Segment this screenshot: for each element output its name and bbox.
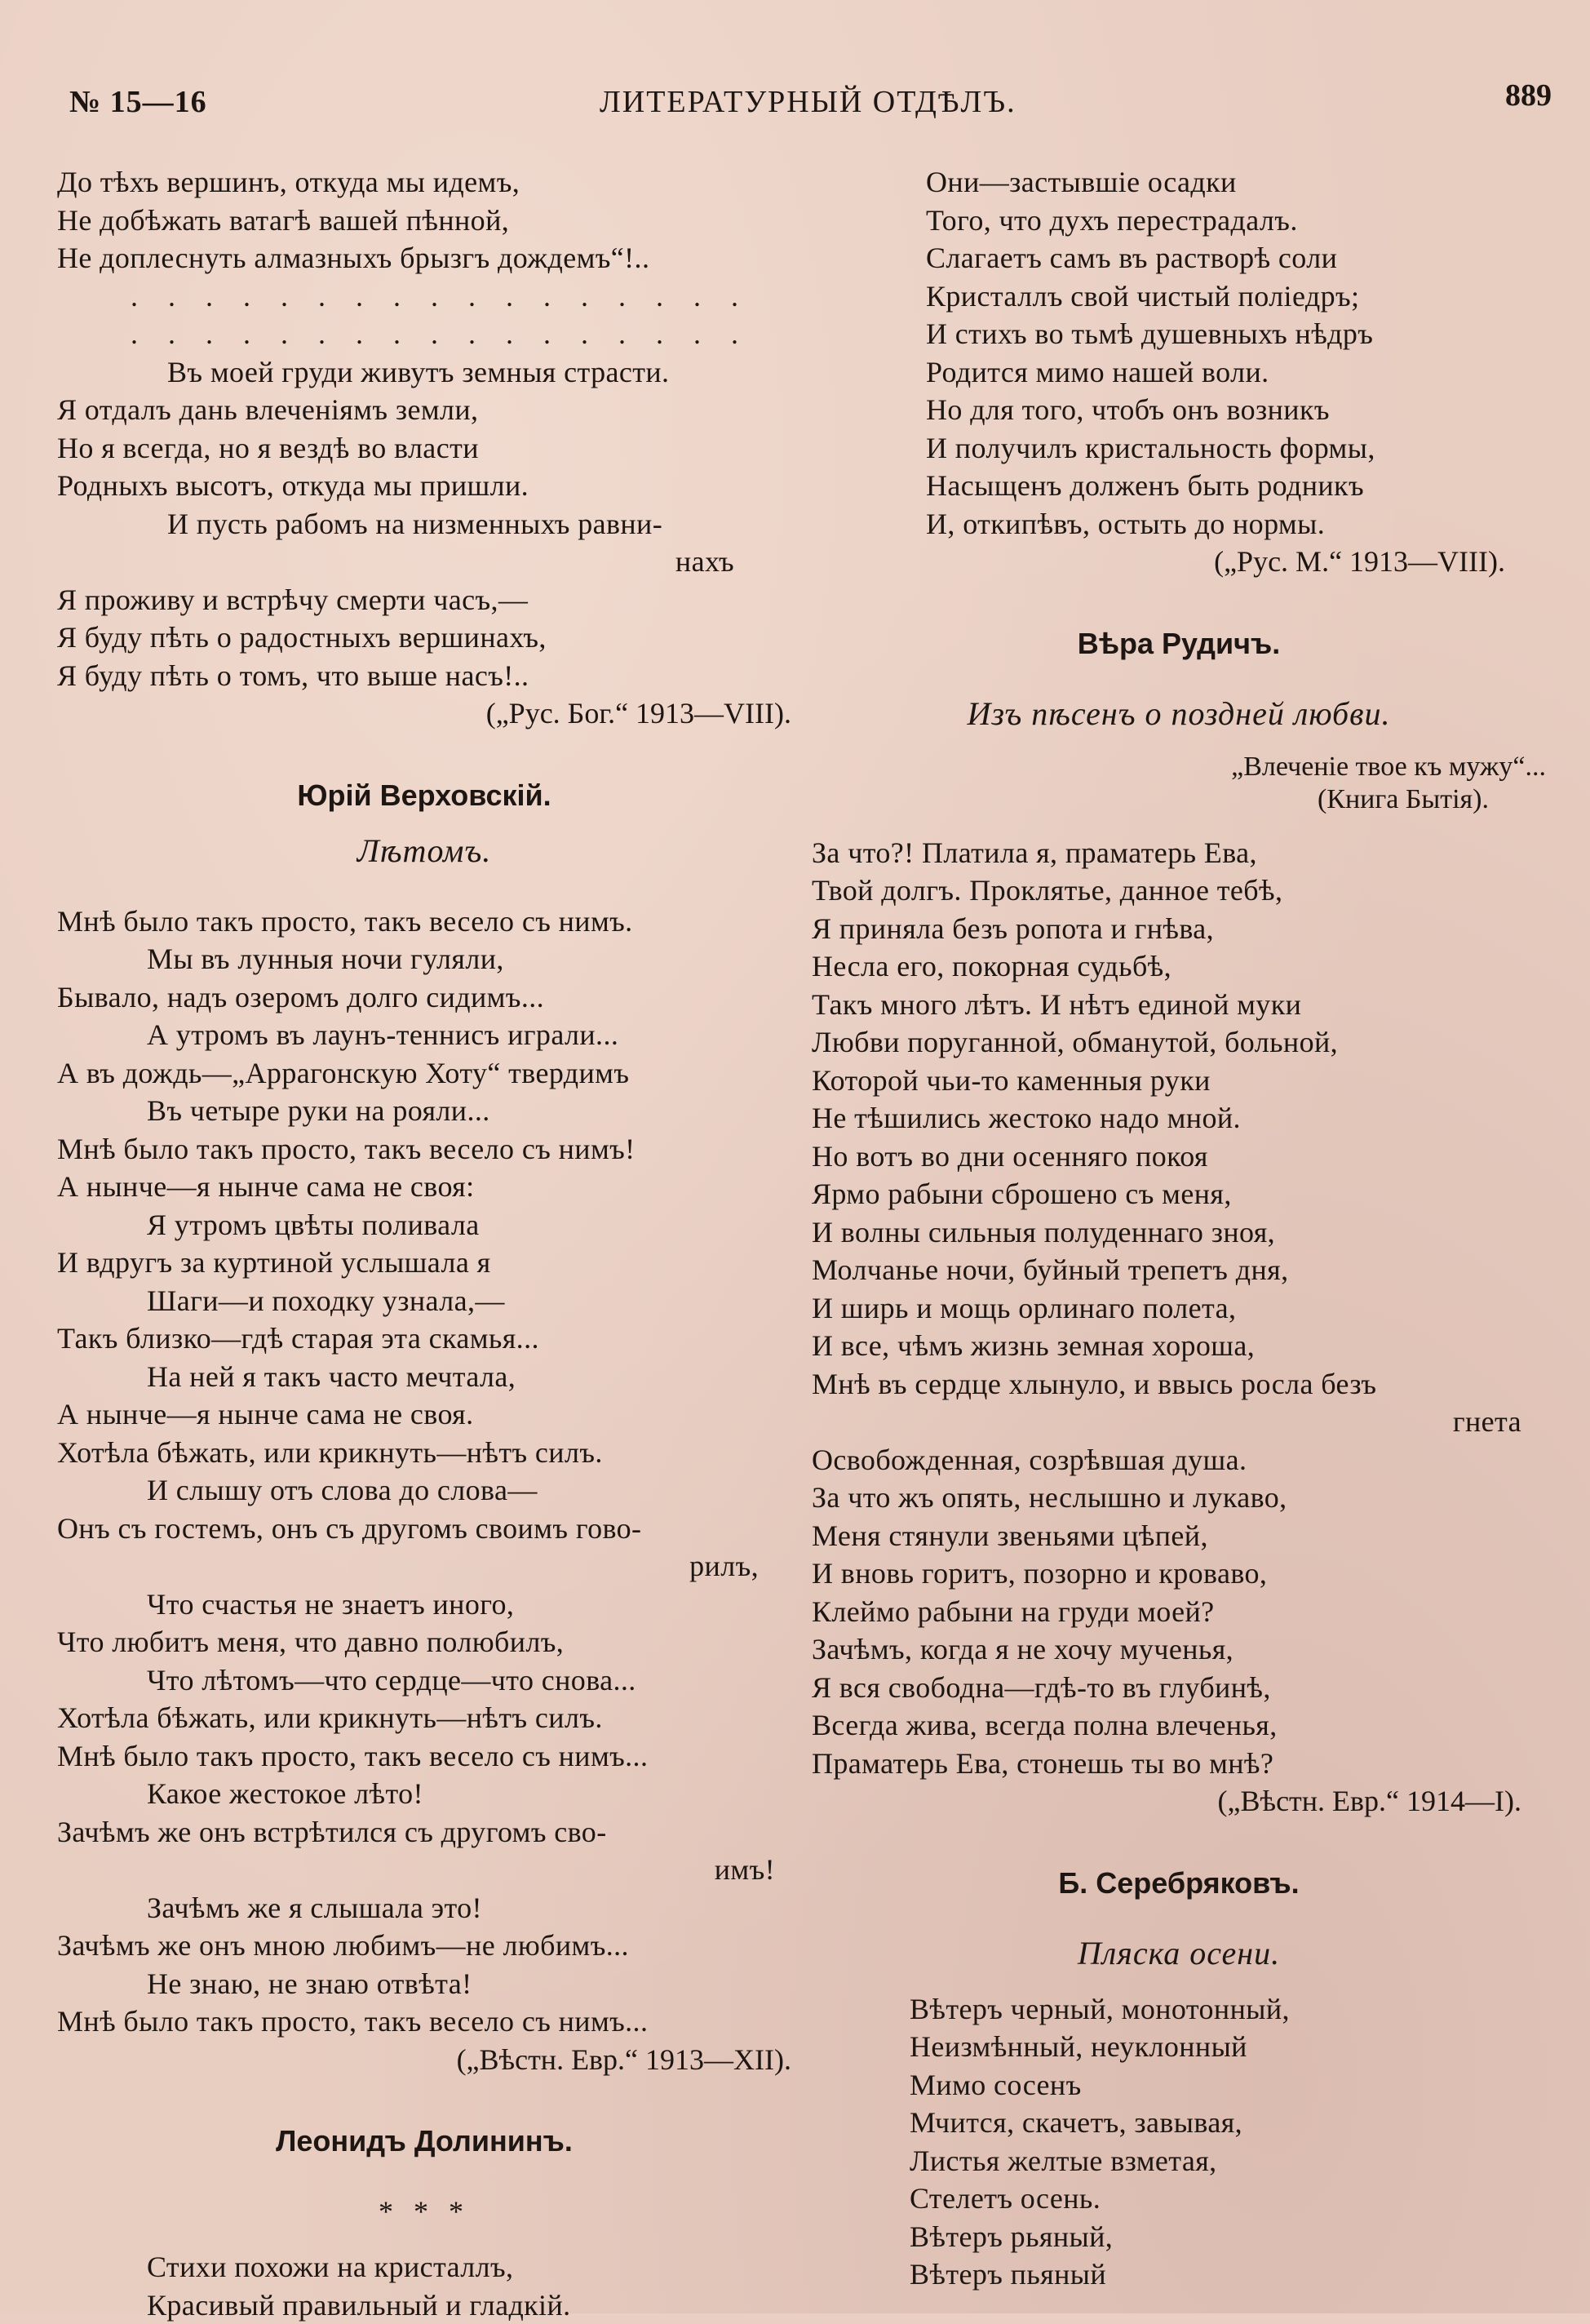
page-header: [0, 78, 1590, 135]
poem-line: И слышу отъ слова до слова—: [57, 1471, 791, 1510]
poem-line: Не доплеснуть алмазныхъ брызгъ дождемъ“!..: [57, 239, 791, 277]
poem-line: Красивый правильный и гладкій.: [57, 2286, 791, 2324]
poem-line: Я проживу и встрѣчу смерти часъ,—: [57, 581, 791, 619]
ellipsis-row: . . . . . . . . . . . . . . . . .: [57, 277, 791, 316]
poem-line: Мчится, скачетъ, завывая,: [812, 2104, 1546, 2142]
source-citation: („Вѣстн. Евр.“ 1914—I).: [812, 1782, 1546, 1821]
poem-5: [812, 1990, 1546, 2294]
poem-line: Въ моей груди живутъ земныя страсти.: [57, 353, 791, 392]
author-name: Вѣра Рудичъ.: [812, 625, 1546, 663]
section-title: ЛИТЕРАТУРНЫЙ ОТДѢЛЪ.: [600, 84, 1016, 120]
poem-line: Родится мимо нашей воли.: [812, 353, 1546, 392]
poem-line: Мнѣ было такъ просто, такъ весело съ нимъ...: [57, 1737, 791, 1776]
poem-line: Того, что духъ перестрадалъ.: [812, 202, 1546, 240]
poem-line: Праматерь Ева, стонешь ты во мнѣ?: [812, 1745, 1546, 1783]
poem-line: Я буду пѣть о радостныхъ вершинахъ,: [57, 619, 791, 657]
poem-line: Мнѣ было такъ просто, такъ весело съ нимъ!: [57, 1130, 791, 1169]
poem-line: Шаги—и походку узнала,—: [57, 1282, 791, 1320]
poem-line: Такъ много лѣтъ. И нѣтъ единой муки: [812, 986, 1546, 1024]
source-citation: („Рус. М.“ 1913—VIII).: [812, 543, 1546, 581]
poem-line: За что жъ опять, неслышно и лукаво,: [812, 1479, 1546, 1517]
poem-line: На ней я такъ часто мечтала,: [57, 1358, 791, 1396]
poem-line: Слагаетъ самъ въ растворѣ соли: [812, 239, 1546, 277]
poem-line: И вдругъ за куртиной услышала я: [57, 1244, 791, 1282]
poem-line: Молчанье ночи, буйный трепетъ дня,: [812, 1251, 1546, 1289]
poem-line: Я вся свободна—гдѣ-то въ глубинѣ,: [812, 1669, 1546, 1707]
poem-line-wrap: нахъ: [57, 543, 791, 581]
poem-line: Я утромъ цвѣты поливала: [57, 1206, 791, 1244]
poem-line: До тѣхъ вершинъ, откуда мы идемъ,: [57, 163, 791, 202]
poem-line: Всегда жива, всегда полна влеченья,: [812, 1706, 1546, 1745]
poem-line: Мнѣ было такъ просто, такъ весело съ нимъ...: [57, 2002, 791, 2041]
poem-line: Не знаю, не знаю отвѣта!: [57, 1965, 791, 2003]
poem-title: Изъ пѣсенъ о поздней любви.: [812, 695, 1546, 733]
source-citation: („Рус. Бог.“ 1913—VIII).: [57, 694, 791, 733]
poem-line: Стихи похожи на кристаллъ,: [57, 2248, 791, 2286]
poem-line: Хотѣла бѣжать, или крикнуть—нѣтъ силъ.: [57, 1699, 791, 1737]
poem-line: Бывало, надъ озеромъ долго сидимъ...: [57, 978, 791, 1017]
poem-line: Зачѣмъ же я слышала это!: [57, 1889, 791, 1927]
poem-line: Меня стянули звеньями цѣпей,: [812, 1517, 1546, 1555]
page-number: 889: [1505, 78, 1552, 113]
poem-line-wrap: рилъ,: [57, 1547, 791, 1586]
issue-number: № 15—16: [69, 84, 207, 120]
poem-line: Неизмѣнный, неуклонный: [812, 2028, 1546, 2066]
poem-line: Несла его, покорная судьбѣ,: [812, 947, 1546, 986]
poem-line: Такъ близко—гдѣ старая эта скамья...: [57, 1319, 791, 1358]
poem-line: Твой долгъ. Проклятье, данное тебѣ,: [812, 872, 1546, 910]
author-name: Леонидъ Долининъ.: [57, 2122, 791, 2160]
author-name: Юрій Верховскій.: [57, 777, 791, 814]
poem-line: Вѣтеръ пьяный: [812, 2255, 1546, 2294]
poem-line: За что?! Платила я, праматерь Ева,: [812, 834, 1546, 872]
poem-line: Онъ съ гостемъ, онъ съ другомъ своимъ гово-: [57, 1510, 791, 1548]
poem-line: Въ четыре руки на рояли...: [57, 1092, 791, 1130]
poem-line: Они—застывшіе осадки: [812, 163, 1546, 202]
poem-line: А нынче—я нынче сама не своя:: [57, 1168, 791, 1206]
poem-line: И волны сильныя полуденнаго зноя,: [812, 1213, 1546, 1252]
poem-line: А въ дождь—„Аррагонскую Хоту“ твердимъ: [57, 1054, 791, 1093]
poem-line: Насыщенъ долженъ быть родникъ: [812, 467, 1546, 505]
poem-line: Которой чьи-то каменныя руки: [812, 1062, 1546, 1100]
poem-line: И все, чѣмъ жизнь земная хороша,: [812, 1327, 1546, 1365]
poem-line: Но для того, чтобъ онъ возникъ: [812, 391, 1546, 429]
poem-line: И стихъ во тьмѣ душевныхъ нѣдръ: [812, 315, 1546, 353]
poem-line: А утромъ въ лаунъ-теннисъ играли...: [57, 1016, 791, 1054]
poem-line: Освобожденная, созрѣвшая душа.: [812, 1441, 1546, 1479]
poem-line: Я приняла безъ ропота и гнѣва,: [812, 910, 1546, 948]
author-name: Б. Серебряковъ.: [812, 1865, 1546, 1902]
ellipsis-row: . . . . . . . . . . . . . . . . .: [57, 315, 791, 353]
poem-line: Ярмо рабыни сброшено съ меня,: [812, 1175, 1546, 1213]
poem-line: Кристаллъ свой чистый поліедръ;: [812, 277, 1546, 316]
poem-line: И получилъ кристальность формы,: [812, 429, 1546, 468]
epigraph-source: (Книга Бытія).: [812, 783, 1546, 816]
poem-3-start: [57, 2248, 791, 2324]
poem-line: Родныхъ высотъ, откуда мы пришли.: [57, 467, 791, 505]
poem-1-start: [57, 163, 791, 277]
poem-line: Мимо сосенъ: [812, 2066, 1546, 2104]
poem-line: Не тѣшились жестоко надо мной.: [812, 1099, 1546, 1138]
poem-4: [812, 834, 1546, 1783]
poem-line-wrap: гнета: [812, 1403, 1546, 1441]
poem-line: Вѣтеръ черный, монотонный,: [812, 1990, 1546, 2029]
poem-line: Клеймо рабыни на груди моей?: [812, 1593, 1546, 1631]
poem-line: Что лѣтомъ—что сердце—что снова...: [57, 1661, 791, 1700]
section-stars: * * *: [57, 2193, 791, 2230]
poem-line: Но я всегда, но я вездѣ во власти: [57, 429, 791, 468]
poem-line: Стелетъ осень.: [812, 2180, 1546, 2218]
poem-line-wrap: имъ!: [57, 1851, 791, 1889]
poem-line: И пусть рабомъ на низменныхъ равни-: [57, 505, 791, 543]
poem-line: Зачѣмъ же онъ мною любимъ—не любимъ...: [57, 1927, 791, 1965]
poem-line: И вновь горитъ, позорно и кроваво,: [812, 1555, 1546, 1593]
poem-line: Мы въ лунныя ночи гуляли,: [57, 940, 791, 978]
poem-line: И ширь и мощь орлинаго полета,: [812, 1289, 1546, 1328]
poem-line: Какое жестокое лѣто!: [57, 1775, 791, 1813]
right-column: [812, 163, 1546, 2294]
epigraph-quote: „Влеченіе твое къ мужу“...: [812, 751, 1546, 783]
poem-line: Зачѣмъ же онъ встрѣтился съ другомъ сво-: [57, 1813, 791, 1852]
poem-line: Я буду пѣть о томъ, что выше насъ!..: [57, 657, 791, 695]
poem-title: Пляска осени.: [812, 1935, 1546, 1972]
poem-line: Любви поруганной, обманутой, больной,: [812, 1023, 1546, 1062]
poem-line: Но вотъ во дни осенняго покоя: [812, 1138, 1546, 1176]
poem-line: Вѣтеръ рьяный,: [812, 2218, 1546, 2256]
source-citation: („Вѣстн. Евр.“ 1913—XII).: [57, 2041, 791, 2079]
poem-line: Мнѣ было такъ просто, такъ весело съ нимъ.: [57, 903, 791, 941]
poem-line: И, откипѣвъ, остыть до нормы.: [812, 505, 1546, 543]
poem-line: Что счастья не знаетъ иного,: [57, 1586, 791, 1624]
poem-line: Зачѣмъ, когда я не хочу мученья,: [812, 1630, 1546, 1669]
poem-title: Лѣтомъ.: [57, 832, 791, 870]
poem-line: Мнѣ въ сердце хлынуло, и ввысь росла безъ: [812, 1365, 1546, 1404]
poem-line: Листья желтые взметая,: [812, 2142, 1546, 2180]
poem-3-continued: [812, 163, 1546, 543]
left-column: [57, 163, 791, 2324]
poem-line: Не добѣжать ватагѣ вашей пѣнной,: [57, 202, 791, 240]
poem-1-more: [57, 353, 791, 695]
poem-line: Хотѣла бѣжать, или крикнуть—нѣтъ силъ.: [57, 1434, 791, 1472]
poem-line: Я отдалъ дань влеченіямъ земли,: [57, 391, 791, 429]
poem-2: [57, 903, 791, 2041]
poem-line: А нынче—я нынче сама не своя.: [57, 1395, 791, 1434]
poem-line: Что любитъ меня, что давно полюбилъ,: [57, 1623, 791, 1661]
